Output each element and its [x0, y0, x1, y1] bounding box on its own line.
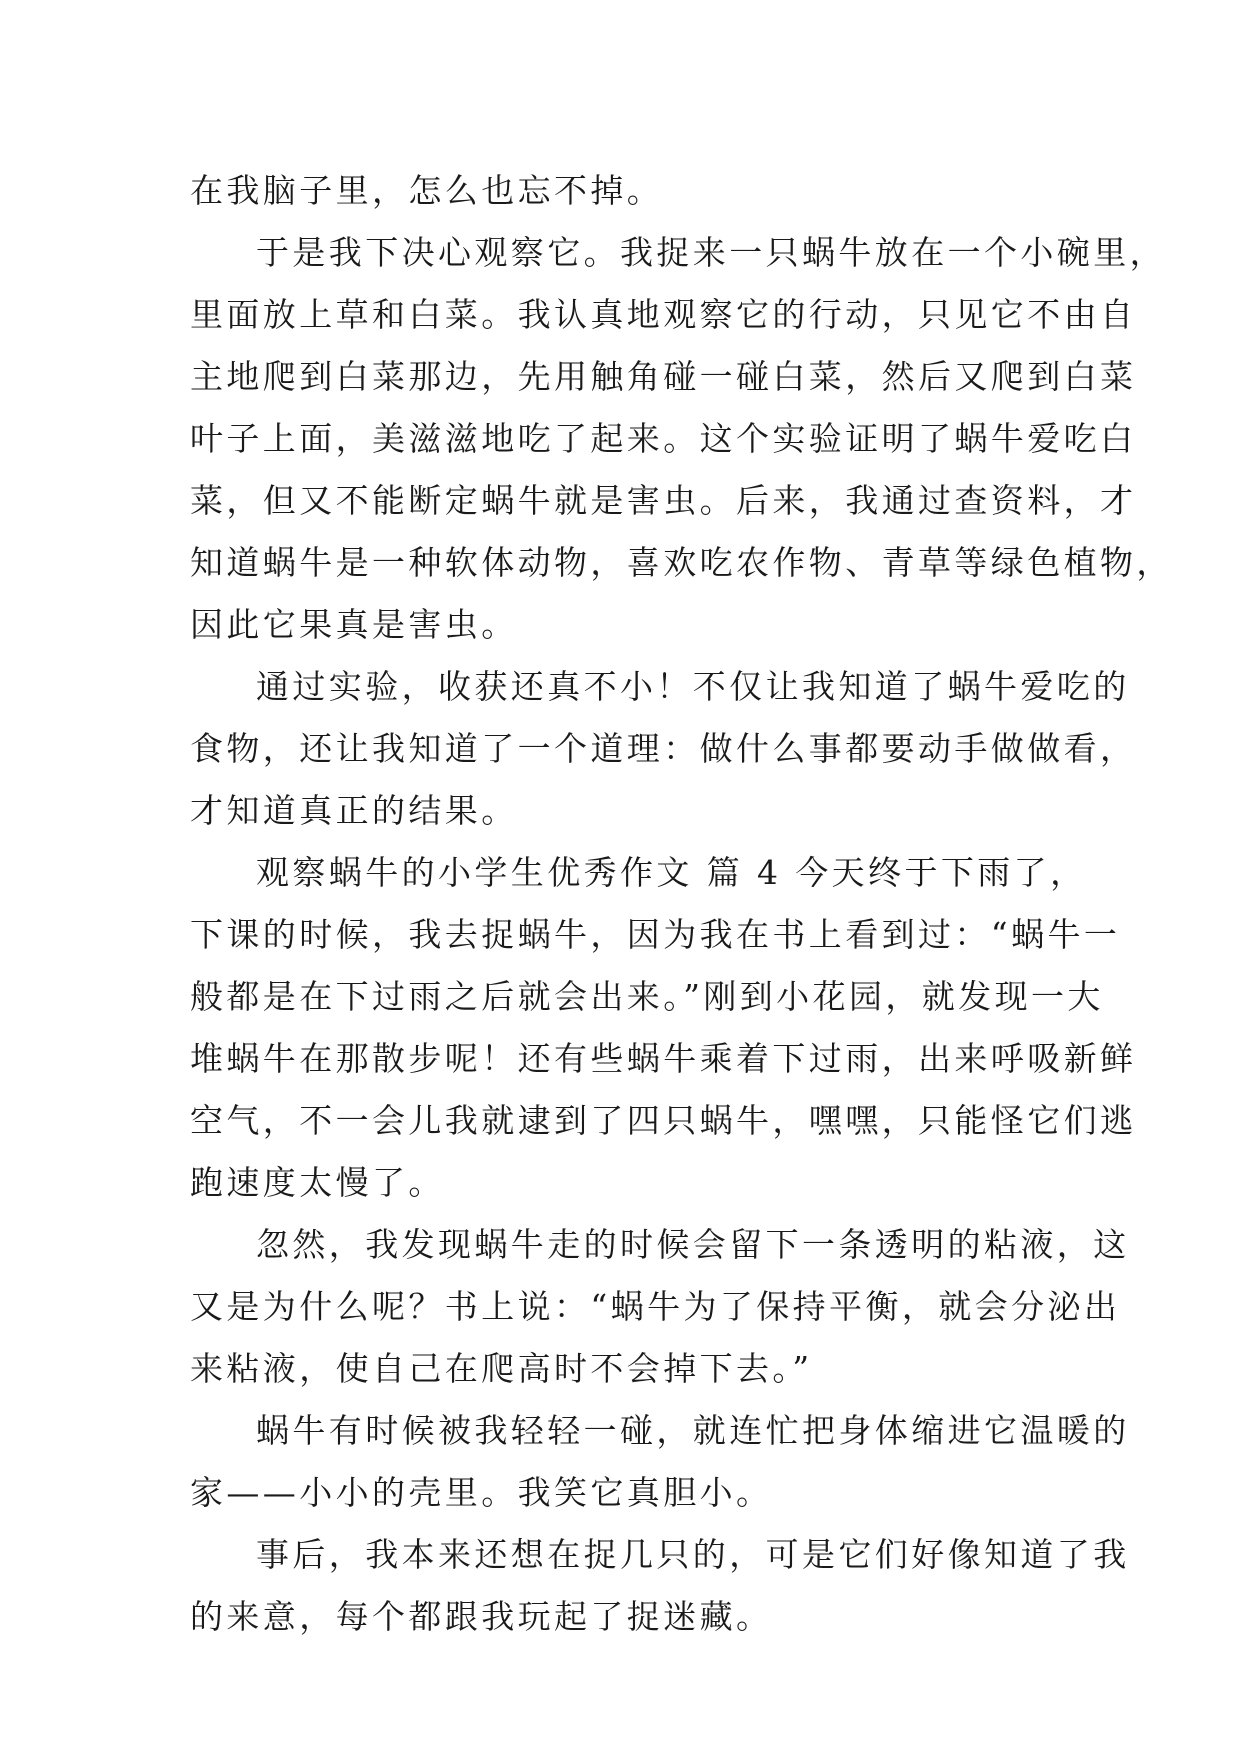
text-line: 又是为什么呢？书上说：“蜗牛为了保持平衡，就会分泌出	[190, 1287, 1121, 1326]
text-line: 才知道真正的结果。	[190, 791, 518, 830]
paragraph-first-line: 观察蜗牛的小学生优秀作文 篇 4 今天终于下雨了，	[256, 853, 1087, 892]
text-line: 堆蜗牛在那散步呢！还有些蜗牛乘着下过雨，出来呼吸新鲜	[190, 1039, 1137, 1078]
text-line: 知道蜗牛是一种软体动物，喜欢吃农作物、青草等绿色植物，	[190, 543, 1173, 582]
text-line: 空气，不一会儿我就逮到了四只蜗牛，嘿嘿，只能怪它们逃	[190, 1101, 1137, 1140]
text-line: 里面放上草和白菜。我认真地观察它的行动，只见它不由自	[190, 295, 1137, 334]
text-line: 跑速度太慢了。	[190, 1163, 445, 1202]
text-line: 因此它果真是害虫。	[190, 605, 518, 644]
text-line: 来粘液，使自己在爬高时不会掉下去。”	[190, 1349, 813, 1388]
paragraph-first-line: 事后，我本来还想在捉几只的，可是它们好像知道了我	[256, 1535, 1130, 1574]
text-line: 家——小小的壳里。我笑它真胆小。	[190, 1473, 773, 1512]
text-line: 主地爬到白菜那边，先用触角碰一碰白菜，然后又爬到白菜	[190, 357, 1137, 396]
text-line: 下课的时候，我去捉蜗牛，因为我在书上看到过：“蜗牛一	[190, 915, 1121, 954]
text-line: 般都是在下过雨之后就会出来。”刚到小花园，就发现一大	[190, 977, 1104, 1016]
paragraph-first-line: 蜗牛有时候被我轻轻一碰，就连忙把身体缩进它温暖的	[256, 1411, 1130, 1450]
document-body	[190, 160, 1173, 1648]
text-line: 的来意，每个都跟我玩起了捉迷藏。	[190, 1597, 773, 1636]
paragraph-first-line: 忽然，我发现蜗牛走的时候会留下一条透明的粘液，这	[256, 1225, 1130, 1264]
text-line: 在我脑子里，怎么也忘不掉。	[190, 171, 664, 210]
paragraph-first-line: 通过实验，收获还真不小！不仅让我知道了蜗牛爱吃的	[256, 667, 1130, 706]
text-line: 菜，但又不能断定蜗牛就是害虫。后来，我通过查资料，才	[190, 481, 1137, 520]
text-line: 食物，还让我知道了一个道理：做什么事都要动手做做看，	[190, 729, 1137, 768]
paragraph-first-line: 于是我下决心观察它。我捉来一只蜗牛放在一个小碗里，	[256, 233, 1166, 272]
text-line: 叶子上面，美滋滋地吃了起来。这个实验证明了蜗牛爱吃白	[190, 419, 1137, 458]
